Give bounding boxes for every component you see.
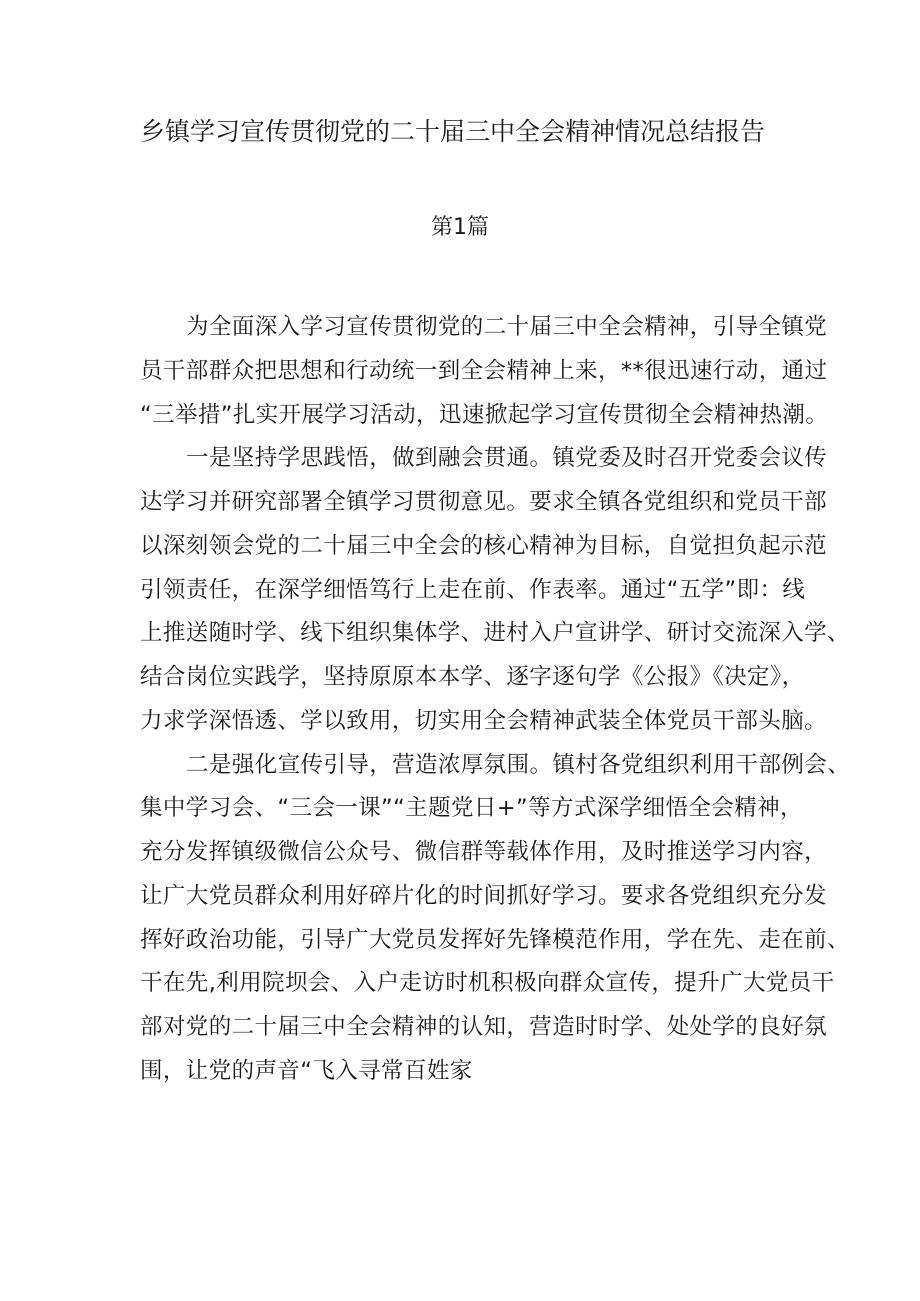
- section-heading: 第1篇: [431, 215, 489, 240]
- document-title: 乡镇学习宣传贯彻党的二十届三中全会精神情况总结报告: [140, 117, 766, 146]
- paragraph-line: 力求学深悟透、学以致用，切实用全会精神武装全体党员干部头脑。: [140, 707, 828, 734]
- paragraph-line: 引领责任，在深学细悟笃行上走在前、作表率。通过“五学”即：线: [140, 576, 806, 603]
- paragraph-line: 结合岗位实践学，坚持原原本本学、逐字逐句学《公报》《决定》，: [140, 664, 805, 690]
- paragraph-line: 二是强化宣传引导，营造浓厚氛围。镇村各党组织利用干部例会、: [186, 751, 851, 778]
- paragraph-line: 达学习并研究部署全镇学习贯彻意见。要求全镇各党组织和党员干部: [140, 489, 828, 515]
- paragraph-line: 干在先,利用院坝会、入户走访时机积极向群众宣传，提升广大党员干: [140, 970, 835, 997]
- paragraph-line: 部对党的二十届三中全会精神的认知，营造时时学、处处学的良好氛: [140, 1014, 828, 1040]
- paragraph-line: 一是坚持学思践悟，做到融会贯通。镇党委及时召开党委会议传: [186, 445, 828, 472]
- paragraph-line: 围，让党的声音“飞入寻常百姓家: [140, 1057, 473, 1084]
- paragraph-line: 挥好政治功能，引导广大党员发挥好先锋模范作用，学在先、走在前、: [140, 926, 850, 953]
- paragraph-line: 集中学习会、“三会一课”“主题党日+”等方式深学细悟全会精神，: [140, 795, 803, 822]
- paragraph-line: 让广大党员群众利用好碎片化的时间抓好学习。要求各党组织充分发: [140, 882, 828, 909]
- paragraph-line: 上推送随时学、线下组织集体学、进村入户宣讲学、研讨交流深入学、: [140, 620, 850, 647]
- paragraph-line: 充分发挥镇级微信公众号、微信群等载体作用，及时推送学习内容，: [140, 839, 828, 865]
- document-body: [140, 306, 851, 1094]
- paragraph-line: 员干部群众把思想和行动统一到全会精神上来，**很迅速行动，通过: [140, 357, 828, 384]
- paragraph-line: 以深刻领会党的二十届三中全会的核心精神为目标，自觉担负起示范: [140, 532, 828, 559]
- paragraph-line: “三举措”扎实开展学习活动，迅速掀起学习宣传贯彻全会精神热潮。: [140, 401, 829, 428]
- paragraph-line: 为全面深入学习宣传贯彻党的二十届三中全会精神，引导全镇党: [186, 314, 828, 340]
